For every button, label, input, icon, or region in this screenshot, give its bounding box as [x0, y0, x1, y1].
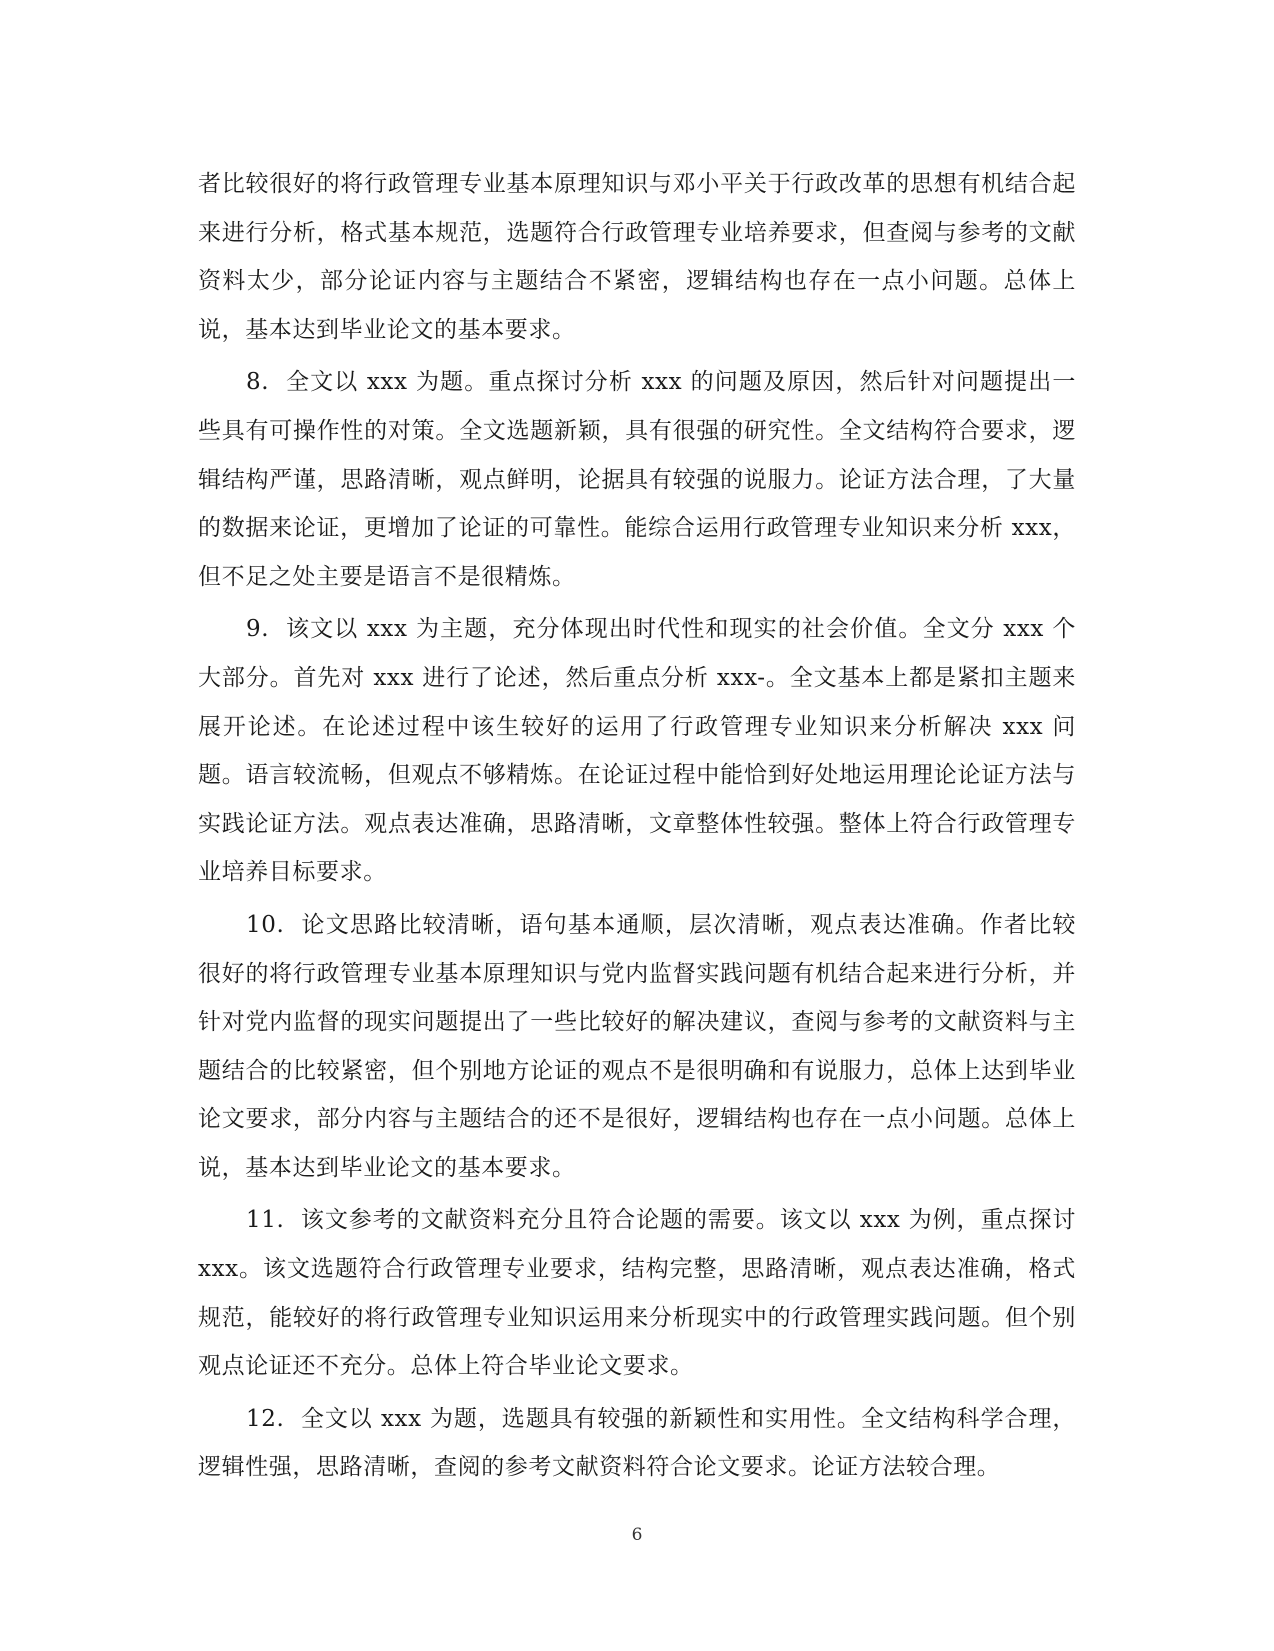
- paragraph-item-10: [198, 901, 1076, 1193]
- paragraph-text: 论文思路比较清晰，语句基本通顺，层次清晰，观点表达准确。作者比较很好的将行政管理专业基本原理知识与党内监督实践问题有机结合起来进行分析，并针对党内监督的现实问题提出了一些比较好的解决建议，查阅与参考的文献资料与主题结合的比较紧密，但个别地方论证的观点不是很明确和有说服力，总体上达到毕业论文要求，部分内容与主题结合的还不是很好，逻辑结构也存在一点小问题。总体上说，基本达到毕业论文的基本要求。: [198, 911, 1076, 1181]
- item-number: 9.: [246, 616, 270, 643]
- paragraph-text: 全文以 xxx 为题，选题具有较强的新颖性和实用性。全文结构科学合理，逻辑性强，思路清晰，查阅的参考文献资料符合论文要求。论证方法较合理。: [198, 1405, 1076, 1481]
- paragraph-text: 者比较很好的将行政管理专业基本原理知识与邓小平关于行政改革的思想有机结合起来进行分析，格式基本规范，选题符合行政管理专业培养要求，但查阅与参考的文献资料太少，部分论证内容与主题结合不紧密，逻辑结构也存在一点小问题。总体上说，基本达到毕业论文的基本要求。: [198, 171, 1076, 343]
- paragraph-continuation: [198, 160, 1076, 354]
- paragraph-text: 该文以 xxx 为主题，充分体现出时代性和现实的社会价值。全文分 xxx 个大部分。首先对 xxx 进行了论述，然后重点分析 xxx-。全文基本上都是紧扣主题来展开论述。在论述过程中该生较好的运用了行政管理专业知识来分析解决 xxx 问题。语言较流畅，但观点不够精炼。在论证过程中能恰到好处地运用理论论证方法与实践论证方法。观点表达准确，思路清晰，文章整体性较强。整体上符合行政管理专业培养目标要求。: [198, 616, 1077, 886]
- paragraph-item-8: [198, 358, 1076, 601]
- item-number: 12.: [246, 1405, 285, 1432]
- item-number: 10.: [246, 911, 285, 938]
- paragraph-item-12: [198, 1395, 1076, 1492]
- paragraph-item-11: [198, 1196, 1076, 1390]
- page-number: 6: [631, 1525, 643, 1545]
- paragraph-text: 全文以 xxx 为题。重点探讨分析 xxx 的问题及原因，然后针对问题提出一些具有可操作性的对策。全文选题新颖，具有很强的研究性。全文结构符合要求，逻辑结构严谨，思路清晰，观点鲜明，论据具有较强的说服力。论证方法合理，了大量的数据来论证，更增加了论证的可靠性。能综合运用行政管理专业知识来分析 xxx，但不足之处主要是语言不是很精炼。: [198, 369, 1077, 590]
- paragraph-text: 该文参考的文献资料充分且符合论题的需要。该文以 xxx 为例，重点探讨 xxx。该文选题符合行政管理专业要求，结构完整，思路清晰，观点表达准确，格式规范，能较好的将行政管理专业知识运用来分析现实中的行政管理实践问题。但个别观点论证还不充分。总体上符合毕业论文要求。: [198, 1207, 1076, 1380]
- paragraph-item-9: [198, 605, 1076, 897]
- document-body: [198, 160, 1076, 1496]
- item-number: 11.: [246, 1207, 285, 1234]
- item-number: 8.: [246, 369, 270, 396]
